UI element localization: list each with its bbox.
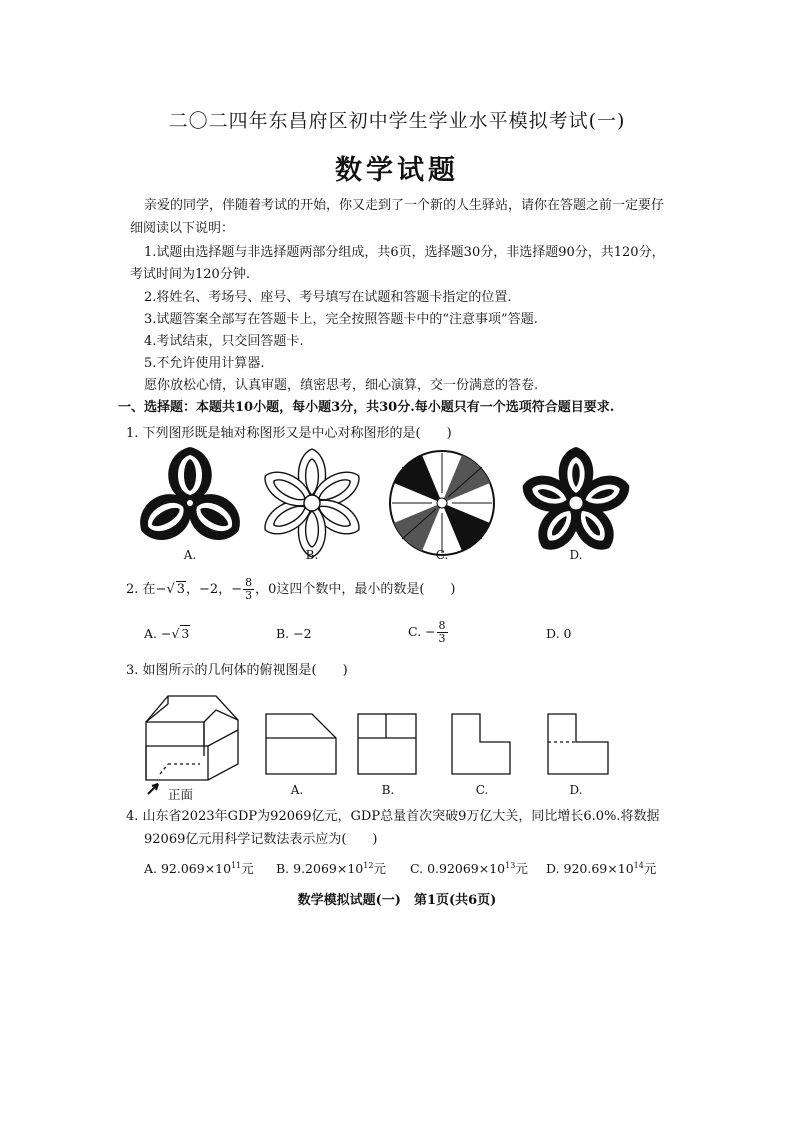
q2-frac-num: 8 [245,576,253,589]
q1-label-a: A. [183,548,197,562]
q3-option-a-figure [266,714,336,774]
q1-label-b: B. [305,548,319,562]
q3-front-label: 正面 [168,787,194,802]
section-1-heading: 一、选择题：本题共10小题，每小题3分，共30分.每小题只有一个选项符合题目要求. [118,400,615,415]
q2-option-b: B. −2 [276,626,312,641]
q3-option-b-figure [358,714,416,774]
q4-option-b-base: B. 9.2069×10 [276,861,364,876]
q4-option-d-exp: 14 [633,860,644,870]
intro-rule-3: 3.试题答案全部写在答题卡上，完全按照答题卡中的“注意事项”答题. [144,312,538,327]
q2-fraction [243,577,254,602]
q3-label-d: D. [569,783,583,797]
q4-option-d [546,859,656,877]
exam-subtitle: 数学试题 [335,155,459,186]
q4-option-c-unit: 元 [515,861,528,876]
q3-label-c: C. [475,783,489,797]
q2-option-c-prefix: C. − [408,624,436,639]
intro-rule-4: 4.考试结束，只交回答题卡. [144,334,304,349]
q3-label-a: A. [290,783,304,797]
q1-option-a-figure [131,447,250,550]
intro-rule-1-line1: 1.试题由选择题与非选择题两部分组成，共6页，选择题30分，非选择题90分，共120分， [144,245,665,260]
q4-option-c [410,859,528,877]
intro-rule-5: 5.不允许使用计算器. [144,356,265,371]
page-footer: 数学模拟试题(一) 第1页(共6页) [297,893,497,908]
q2-option-a-prefix: A. − [144,626,172,641]
q3-option-d-figure [548,714,608,774]
q2-sqrt-arg: 3 [176,582,186,597]
q2-option-c-fraction [437,620,448,645]
intro-rule-2: 2.将姓名、考场号、座号、考号填写在试题和答题卡指定的位置. [144,290,512,305]
q1-text: 1. 下列图形既是轴对称图形又是中心对称图形的是( ) [126,426,452,441]
q1-option-b-figure [258,449,365,557]
q4-option-a-unit: 元 [241,861,254,876]
q4-option-d-base: D. 920.69×10 [546,861,634,876]
intro-greeting-line1: 亲爱的同学，伴随着考试的开始，你又走到了一个新的人生驿站，请你在答题之前一定要仔 [144,198,665,213]
q2-option-c-den: 3 [438,632,446,645]
q2-mid: ，−2，− [186,582,243,597]
q4-option-c-exp: 13 [505,860,516,870]
q2-neg-sign: − [155,582,167,597]
q2-option-c-num: 8 [438,619,446,632]
q1-label-c: C. [435,548,449,562]
q2-suffix: ，0这四个数中，最小的数是( ) [255,582,456,597]
q2-text: 2. 在−√ 3，−2，− $\frac{8}{3}$ ，0这四个数中，最小的数是( ) [126,576,456,602]
q4-option-c-base: C. 0.92069×10 [410,861,506,876]
q4-option-a [144,859,254,877]
q4-option-a-exp: 11 [231,860,242,870]
q2-prefix: 2. 在 [126,582,156,597]
q1-option-d-figure [517,447,634,558]
q4-option-d-unit: 元 [643,861,657,876]
q3-option-c-figure [452,714,510,774]
q2-option-c [408,620,449,645]
q4-option-a-base: A. 92.069×10 [144,861,232,876]
q1-option-c-figure [390,451,494,555]
q4-text-line2: 92069亿元用科学记数法表示应为( ) [144,832,378,847]
intro-wish: 愿你放松心情，认真审题，缜密思考，细心演算，交一份满意的答卷. [144,378,539,393]
intro-greeting-line2: 细阅读以下说明： [130,221,235,236]
q4-text-line1: 4. 山东省2023年GDP为92069亿元，GDP总量首次突破9万亿大关，同比增长6.0%.将数据 [126,809,660,824]
q4-option-b-exp: 12 [363,860,374,870]
q2-option-d: D. 0 [546,626,572,641]
q3-solid-figure [146,696,238,794]
q2-option-a: A. −√ 3 [144,626,190,641]
exam-title: 二〇二四年东昌府区初中学生学业水平模拟考试(一) [168,110,626,132]
q4-option-b [276,859,386,877]
q3-label-b: B. [381,783,395,797]
q3-text: 3. 如图所示的几何体的俯视图是( ) [126,663,348,678]
q2-frac-den: 3 [245,589,253,602]
q4-option-b-unit: 元 [373,861,386,876]
intro-rule-1-line2: 考试时间为120分钟. [130,267,250,282]
q2-option-a-sqrt: 3 [181,626,190,641]
q1-label-d: D. [569,548,583,562]
